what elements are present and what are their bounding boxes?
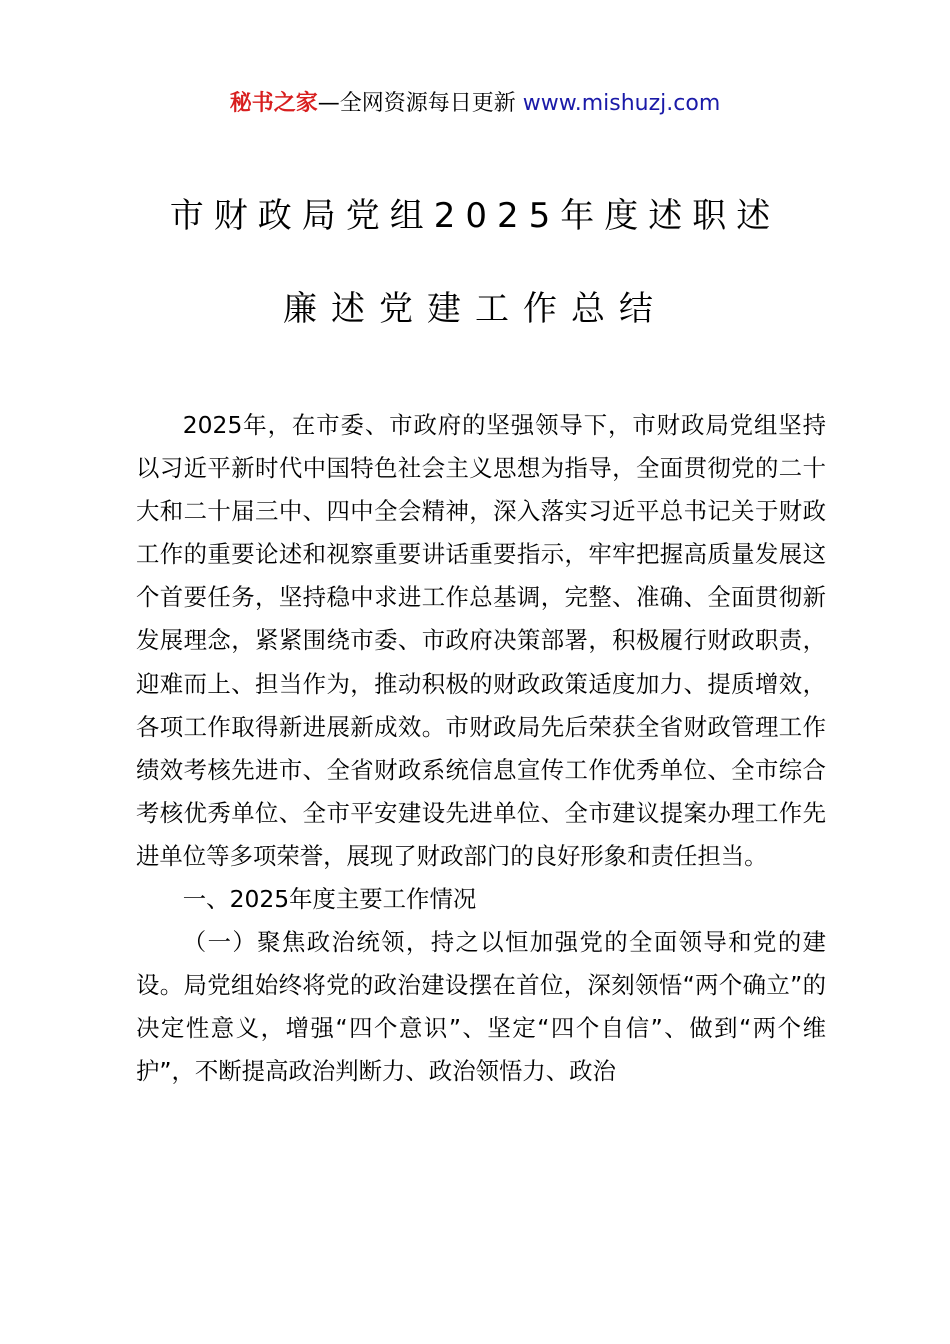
site-slogan: —全网资源每日更新 (317, 91, 516, 116)
section-heading: 一、2025年度主要工作情况 (182, 885, 477, 914)
document-title-line-1: 市财政局党组2025年度述职述 (169, 196, 781, 236)
site-brand: 秘书之家 (229, 91, 318, 116)
site-header (0, 88, 950, 120)
document-title-line-2: 廉述党建工作总结 (283, 289, 667, 329)
section-paragraph: （一）聚焦政治统领，持之以恒加强党的全面领导和党的建设。局党组始终将党的政治建设摆在首位，深刻领悟“两个确立”的决定性意义，增强“四个意识”、坚定“四个自信”、做到“两个维护”，不断提高政治判断力、政治领悟力、政治 (136, 928, 826, 1086)
site-url-link[interactable]: www.mishuzj.com (522, 91, 721, 116)
intro-paragraph: 2025年，在市委、市政府的坚强领导下，市财政局党组坚持以习近平新时代中国特色社会主义思想为指导，全面贯彻党的二十大和二十届三中、四中全会精神，深入落实习近平总书记关于财政工作的重要论述和视察重要讲话重要指示，牢牢把握高质量发展这个首要任务，坚持稳中求进工作总基调，完整、准确、全面贯彻新发展理念，紧紧围绕市委、市政府决策部署，积极履行财政职责，迎难而上、担当作为，推动积极的财政政策适度加力、提质增效，各项工作取得新进展新成效。市财政局先后荣获全省财政管理工作绩效考核先进市、全省财政系统信息宣传工作优秀单位、全市综合考核优秀单位、全市平安建设先进单位、全市建议提案办理工作先进单位等多项荣誉，展现了财政部门的良好形象和责任担当。 (136, 411, 826, 870)
document-body (136, 404, 826, 1094)
